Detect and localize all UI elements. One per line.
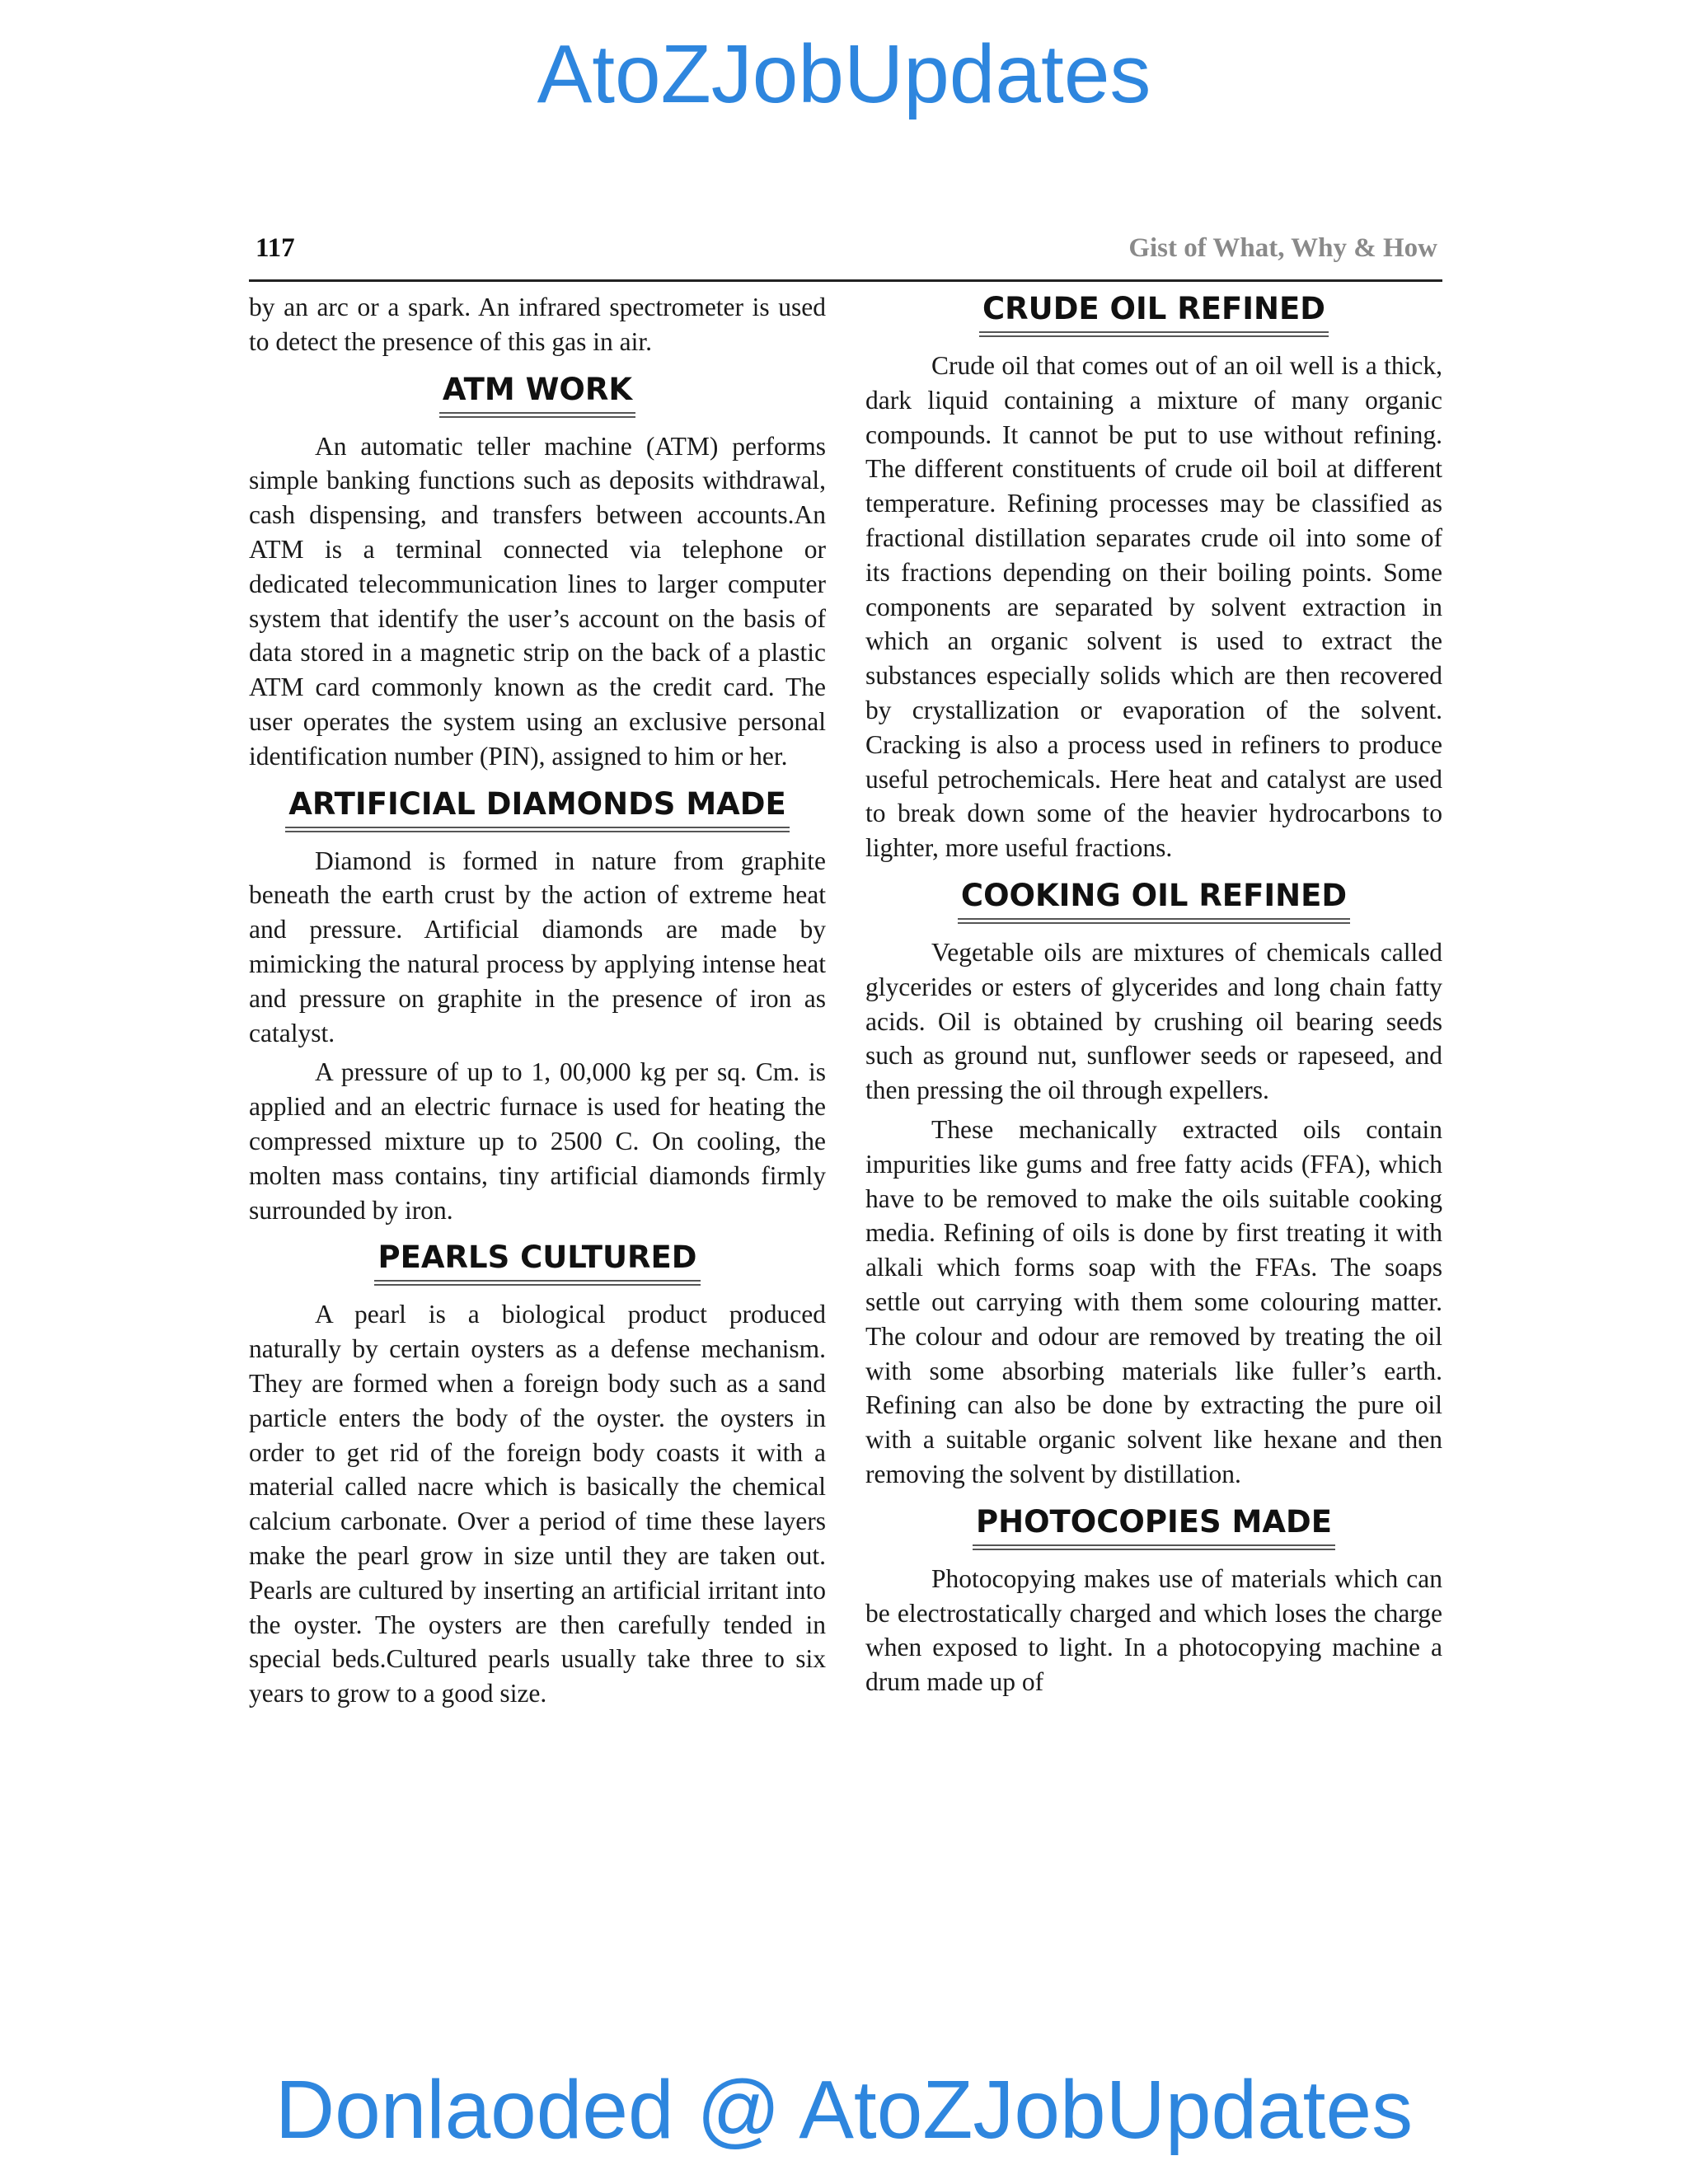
photocopies-heading bbox=[865, 1503, 1442, 1550]
left-column bbox=[249, 290, 826, 1716]
right-column bbox=[865, 290, 1442, 1704]
crude-heading-text: CRUDE OIL REFINED bbox=[979, 290, 1329, 337]
diamonds-paragraph-1: Diamond is formed in nature from graphite beneath the earth crust by the action of extreme heat and pressure. Artificial diamonds are made by mimicking the natural process by applying intense heat and pressure on graphite in the presence of iron as catalyst. bbox=[249, 846, 826, 1047]
watermark-top: AtoZJobUpdates bbox=[537, 28, 1151, 120]
watermark-bottom: Donlaoded @ AtoZJobUpdates bbox=[274, 2064, 1414, 2156]
page-header bbox=[249, 233, 1442, 282]
pearls-heading bbox=[249, 1239, 826, 1286]
atm-paragraph: An automatic teller machine (ATM) performs simple banking functions such as deposits withdrawal, cash dispensing, and transfers between accounts.An ATM is a terminal connected via telephone or dedicated telecommunication lines to larger computer system that identify the user’s account on the basis of data stored in a magnetic strip on the back of a plastic ATM card commonly known as the credit card. The user operates the system using an exclusive personal identification number (PIN), assigned to him or her. bbox=[249, 431, 826, 771]
intro-paragraph: by an arc or a spark. An infrared spectrometer is used to detect the presence of this gas in air. bbox=[249, 293, 826, 356]
cooking-paragraph-2: These mechanically extracted oils contain impurities like gums and free fatty acids (FFA), which have to be removed to make the oils suitable cooking media. Refining of oils is done by first treating it with alkali which forms soap with the FFAs. The soaps settle out carrying with them some colouring matter. The colour and odour are removed by treating the oil with some absorbing materials like fuller’s earth. Refining can also be done by extracting the pure oil with a suitable organic solvent like hexane and then removing the solvent by distillation. bbox=[865, 1114, 1442, 1488]
cooking-heading-text: COOKING OIL REFINED bbox=[958, 877, 1350, 924]
diamonds-heading-text: ARTIFICIAL DIAMONDS MADE bbox=[285, 785, 790, 832]
pearls-heading-text: PEARLS CULTURED bbox=[374, 1239, 700, 1286]
atm-heading bbox=[249, 371, 826, 418]
cooking-paragraph-1: Vegetable oils are mixtures of chemicals called glycerides or esters of glycerides and long chain fatty acids. Oil is obtained by crushing oil bearing seeds such as ground nut, sunflower seeds or rapeseed, and then pressing the oil through expellers. bbox=[865, 937, 1442, 1105]
cooking-heading bbox=[865, 877, 1442, 924]
running-title: Gist of What, Why & How bbox=[1128, 233, 1437, 263]
pearls-paragraph: A pearl is a biological product produced naturally by certain oysters as a defense mechanism. They are formed when a foreign body such as a sand particle enters the body of the oyster. the oysters in order to get rid of the foreign body coasts it with a material called nacre which is basically the chemical calcium carbonate. Over a period of time these layers make the pearl grow in size until they are taken out. Pearls are cultured by inserting an artificial irritant into the oyster. The oysters are then carefully tended in special beds.Cultured pearls usually take three to six years to grow to a good size. bbox=[249, 1300, 826, 1708]
page-number: 117 bbox=[256, 233, 295, 263]
diamonds-heading bbox=[249, 785, 826, 832]
photocopies-heading-text: PHOTOCOPIES MADE bbox=[973, 1503, 1335, 1550]
crude-heading bbox=[865, 290, 1442, 337]
atm-heading-text: ATM WORK bbox=[439, 371, 635, 418]
photocopies-paragraph: Photocopying makes use of materials which can be electrostatically charged and which loses the charge when exposed to light. In a photocopying machine a drum made up of bbox=[865, 1563, 1442, 1697]
crude-paragraph: Crude oil that comes out of an oil well is a thick, dark liquid containing a mixture of many organic compounds. It cannot be put to use without refining. The different constituents of crude oil boil at different temperature. Refining processes may be classified as fractional distillation separates crude oil into some of its fractions depending on their boiling points. Some components are separated by solvent extraction in which an organic solvent is used to extract the substances especially solids which are then recovered by crystallization or evaporation of the solvent. Cracking is also a process used in refiners to produce useful petrochemicals. Here heat and catalyst are used to break down some of the heavier hydrocarbons to lighter, more useful fractions. bbox=[865, 351, 1442, 863]
diamonds-paragraph-2: A pressure of up to 1, 00,000 kg per sq. Cm. is applied and an electric furnace is used for heating the compressed mixture up to 2500 C. On cooling, the molten mass contains, tiny artificial diamonds firmly surrounded by iron. bbox=[249, 1057, 826, 1225]
